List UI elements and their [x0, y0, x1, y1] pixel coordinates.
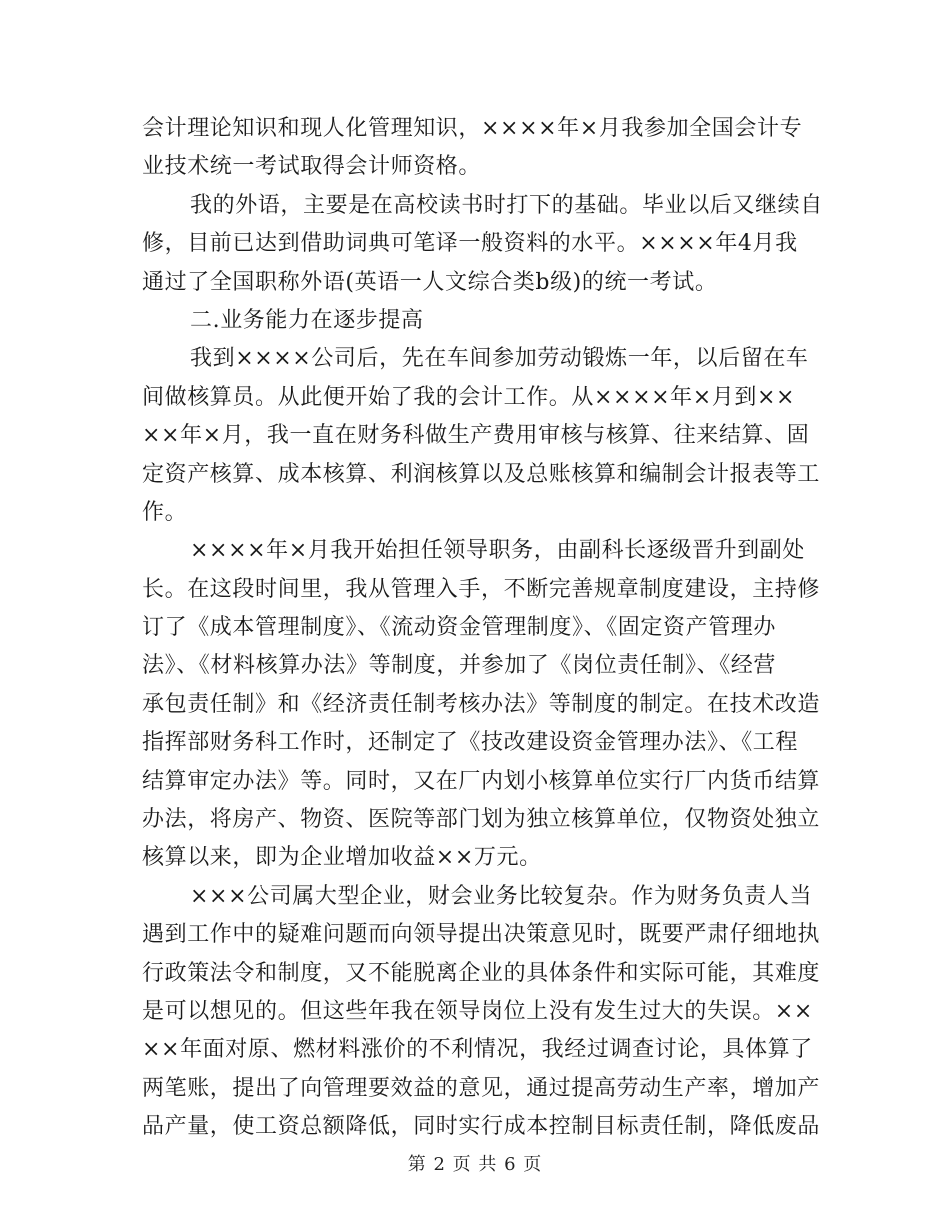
text-line: 是可以想见的。但这些年我在领导岗位上没有发生过大的失误。××: [142, 998, 813, 1024]
text-line: ××××年×月我开始担任领导职务，由副科长逐级晋升到副处: [190, 538, 805, 564]
text-line: 两笔账，提出了向管理要效益的意见，通过提高劳动生产率，增加产: [142, 1075, 821, 1101]
text-line: 定资产核算、成本核算、利润核算以及总账核算和编制会计报表等工: [142, 461, 821, 487]
text-line: 间做核算员。从此便开始了我的会计工作。从××××年×月到××: [142, 384, 796, 410]
text-line: ×××公司属大型企业，财会业务比较复杂。作为财务负责人当: [190, 883, 813, 909]
text-line: 业技术统一考试取得会计师资格。: [142, 154, 482, 180]
text-line: 指挥部财务科工作时，还制定了《技改建设资金管理办法》、《工程: [142, 730, 799, 756]
text-line: 办法，将房产、物资、医院等部门划为独立核算单位，仅物资处独立: [142, 807, 821, 833]
page-footer: 第 2 页 共 6 页: [407, 1154, 543, 1175]
text-line: 行政策法令和制度，又不能脱离企业的具体条件和实际可能，其难度: [142, 960, 821, 986]
text-line: 修，目前已达到借助词典可笔译一般资料的水平。××××年4月我: [142, 231, 798, 257]
text-line: 品产量，使工资总额降低，同时实行成本控制目标责任制，降低废品: [142, 1114, 821, 1140]
text-line: 遇到工作中的疑难问题而向领导提出决策意见时，既要严肃仔细地执: [142, 922, 821, 948]
text-line: 我到××××公司后，先在车间参加劳动锻炼一年，以后留在车: [190, 346, 809, 372]
text-line: 会计理论知识和现人化管理知识，××××年×月我参加全国会计专: [142, 116, 803, 141]
text-line: 订了《成本管理制度》、《流动资金管理制度》、《固定资产管理办: [142, 615, 777, 641]
text-line: 承包责任制》和《经济责任制考核办法》等制度的制定。在技术改造: [142, 691, 821, 717]
text-line: 结算审定办法》等。同时，又在厂内划小核算单位实行厂内货币结算: [142, 768, 821, 794]
text-line: 长。在这段时间里，我从管理入手，不断完善规章制度建设，主持修: [142, 576, 821, 602]
text-line: 法》、《材料核算办法》等制度，并参加了《岗位责任制》、《经营: [142, 653, 777, 679]
text-line: 二.业务能力在逐步提高: [190, 307, 424, 333]
text-line: 我的外语，主要是在高校读书时打下的基础。毕业以后又继续自: [190, 192, 823, 218]
document-body: [142, 110, 823, 1147]
text-line: ××年×月，我一直在财务科做生产费用审核与核算、往来结算、固: [142, 423, 810, 449]
text-line: ××年面对原、燃材料涨价的不利情况，我经过调查讨论，具体算了: [142, 1037, 813, 1063]
text-line: 作。: [142, 499, 188, 525]
text-line: 核算以来，即为企业增加收益××万元。: [142, 845, 542, 871]
text-line: 通过了全国职称外语(英语一人文综合类b级)的统一考试。: [142, 269, 718, 295]
